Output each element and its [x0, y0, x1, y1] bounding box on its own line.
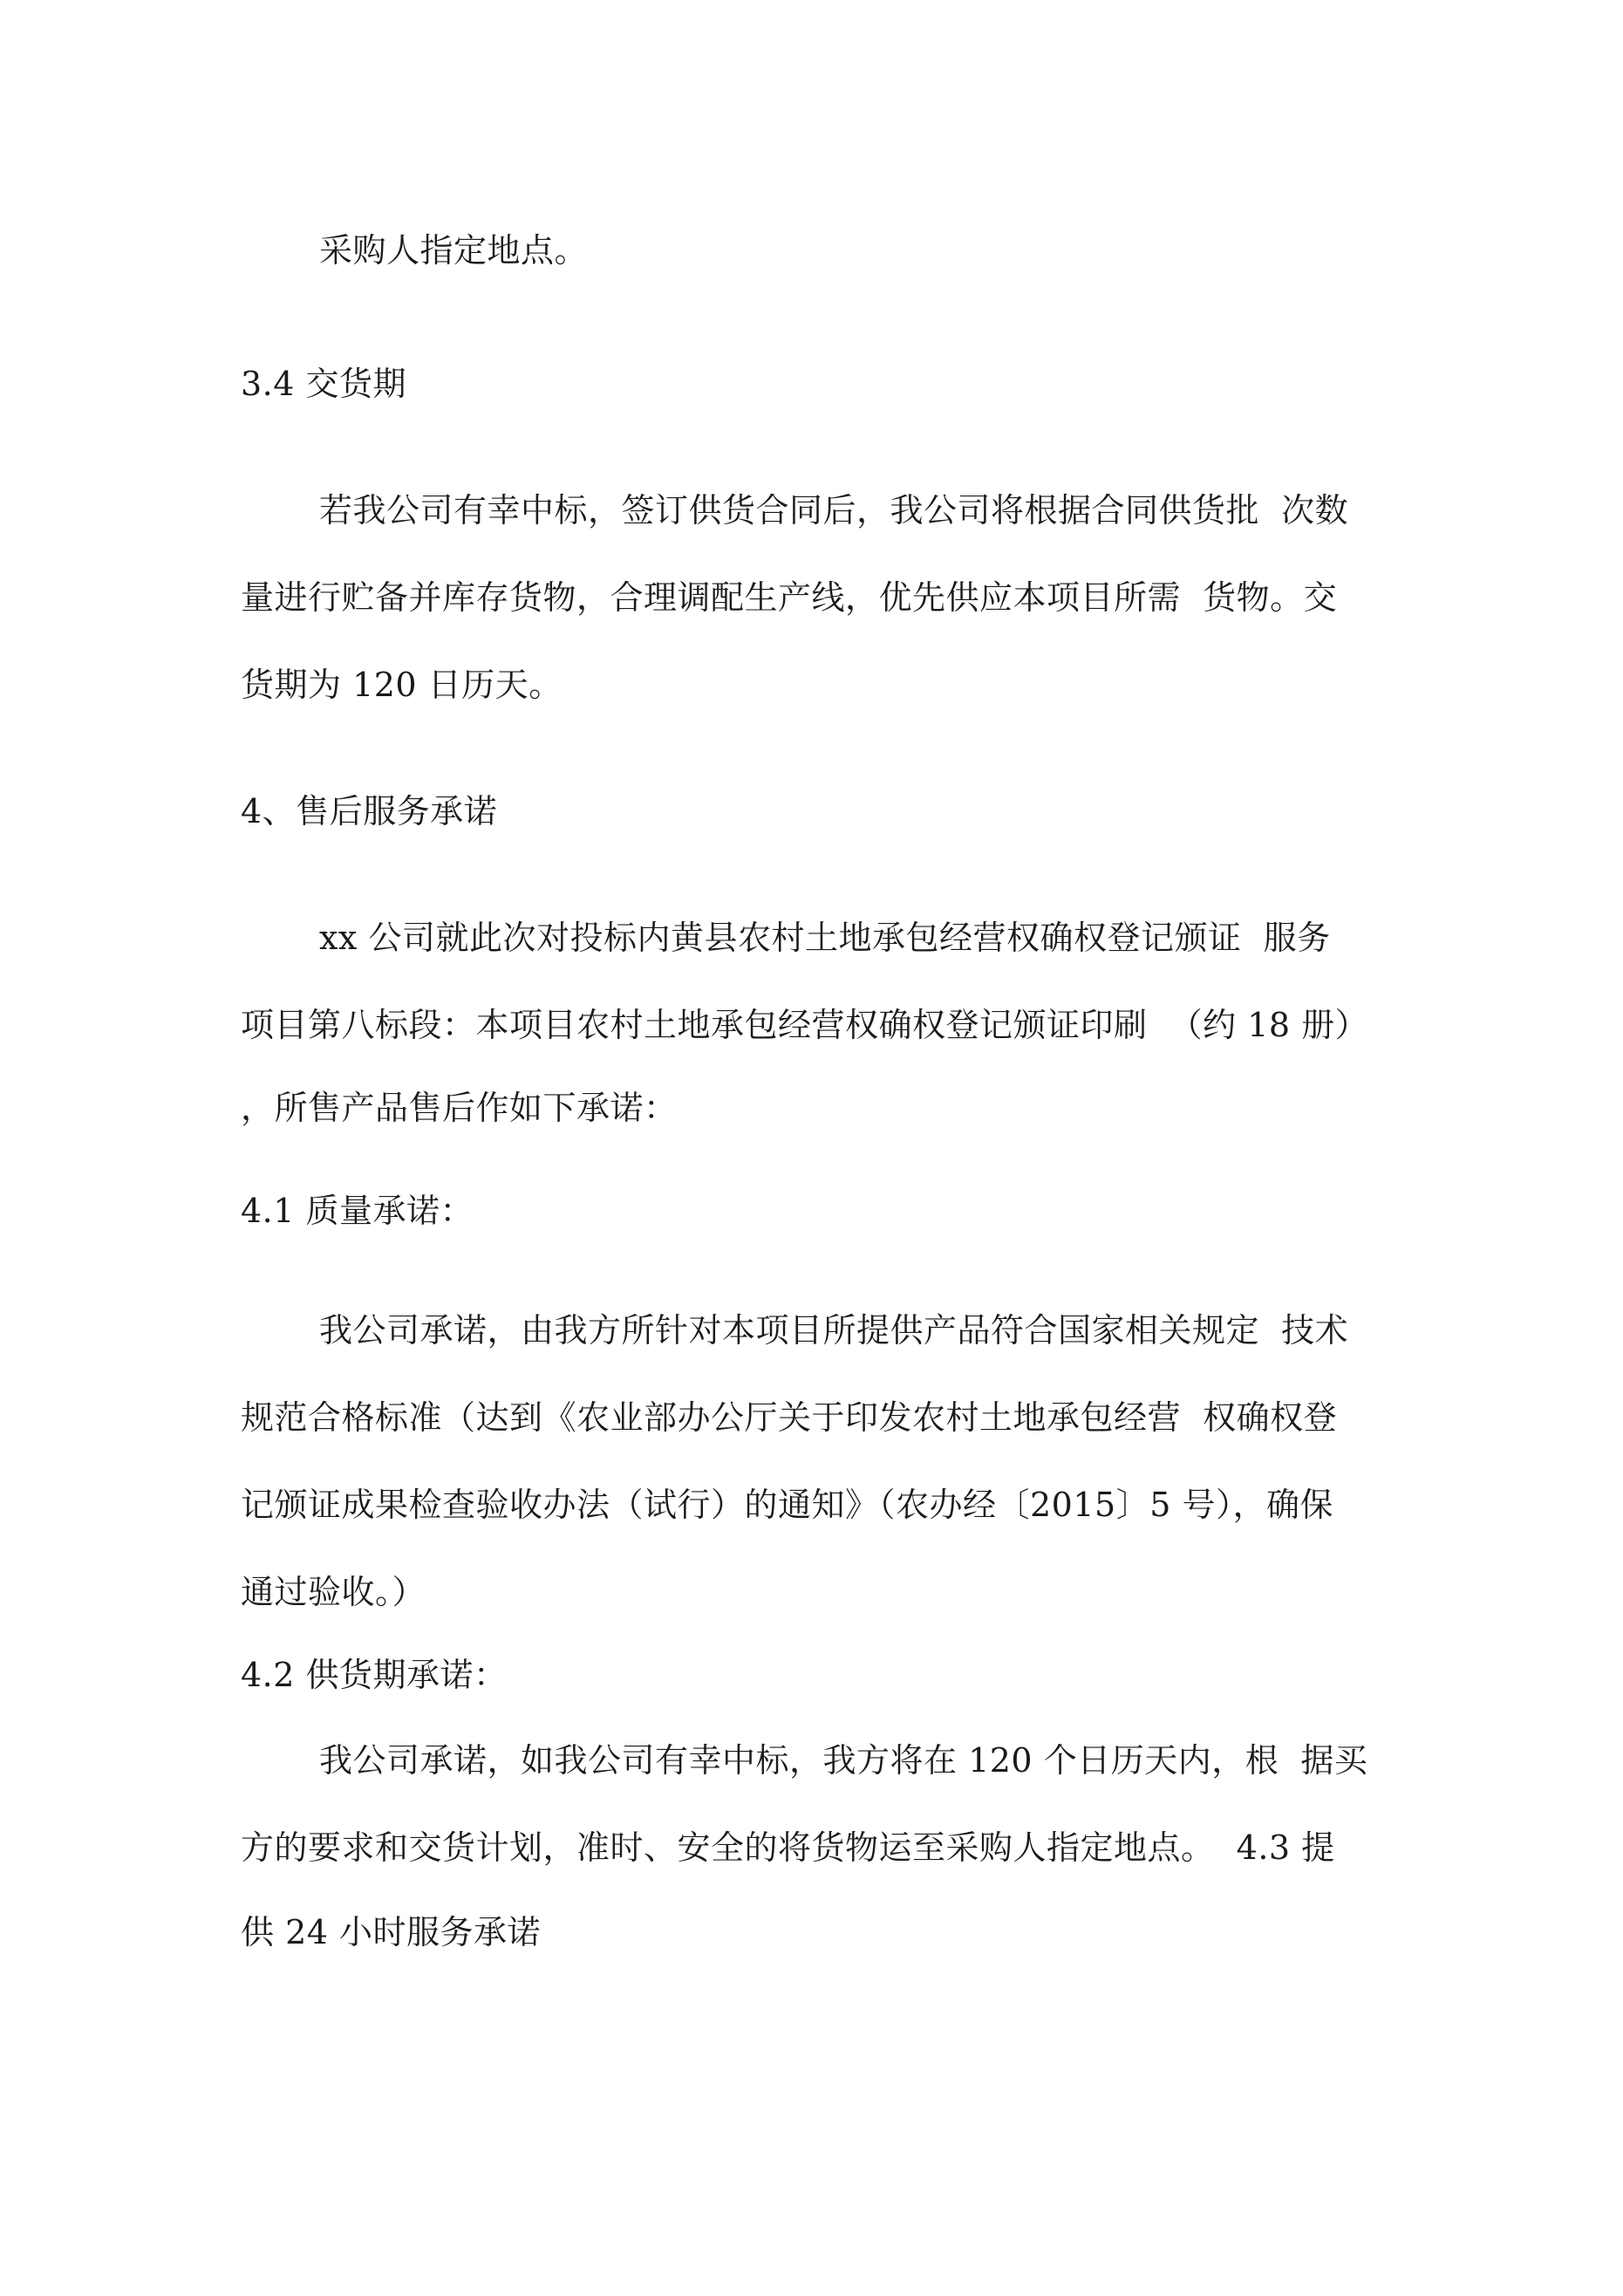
text-line-8: 项目第八标段：本项目农村土地承包经营权确权登记颁证印刷 （约 18 册）: [241, 1006, 1369, 1044]
text-line-5: 货期为 120 日历天。: [241, 666, 563, 704]
text-line-4: 量进行贮备并库存货物，合理调配生产线，优先供应本项目所需 货物。交: [241, 578, 1338, 617]
text-line-14: 通过验收。）: [241, 1573, 426, 1611]
section-heading-4-1: 4.1 质量承诺：: [241, 1192, 474, 1230]
text-line-16: 我公司承诺，如我公司有幸中标，我方将在 120 个日历天内，根 据买: [319, 1741, 1368, 1780]
section-heading-4-2: 4.2 供货期承诺：: [241, 1656, 508, 1694]
section-heading-3-4: 3.4 交货期: [241, 365, 407, 403]
text-line-1: 采购人指定地点。: [319, 231, 589, 270]
text-line-18: 供 24 小时服务承诺: [241, 1913, 542, 1951]
text-line-12: 规范合格标准（达到《农业部办公厅关于印发农村土地承包经营 权确权登: [241, 1398, 1338, 1437]
text-line-3: 若我公司有幸中标，签订供货合同后，我公司将根据合同供货批 次数: [319, 491, 1349, 530]
text-line-7: xx 公司就此次对投标内黄县农村土地承包经营权确权登记颁证 服务: [319, 919, 1331, 957]
text-line-11: 我公司承诺，由我方所针对本项目所提供产品符合国家相关规定 技术: [319, 1311, 1349, 1350]
section-heading-4: 4、售后服务承诺: [241, 792, 498, 830]
text-line-9: ，所售产品售后作如下承诺：: [241, 1089, 678, 1127]
text-line-17: 方的要求和交货计划，准时、安全的将货物运至采购人指定地点。 4.3 提: [241, 1828, 1335, 1867]
text-line-13: 记颁证成果检查验收办法（试行）的通知》（农办经〔2015〕5 号），确保: [241, 1486, 1333, 1524]
